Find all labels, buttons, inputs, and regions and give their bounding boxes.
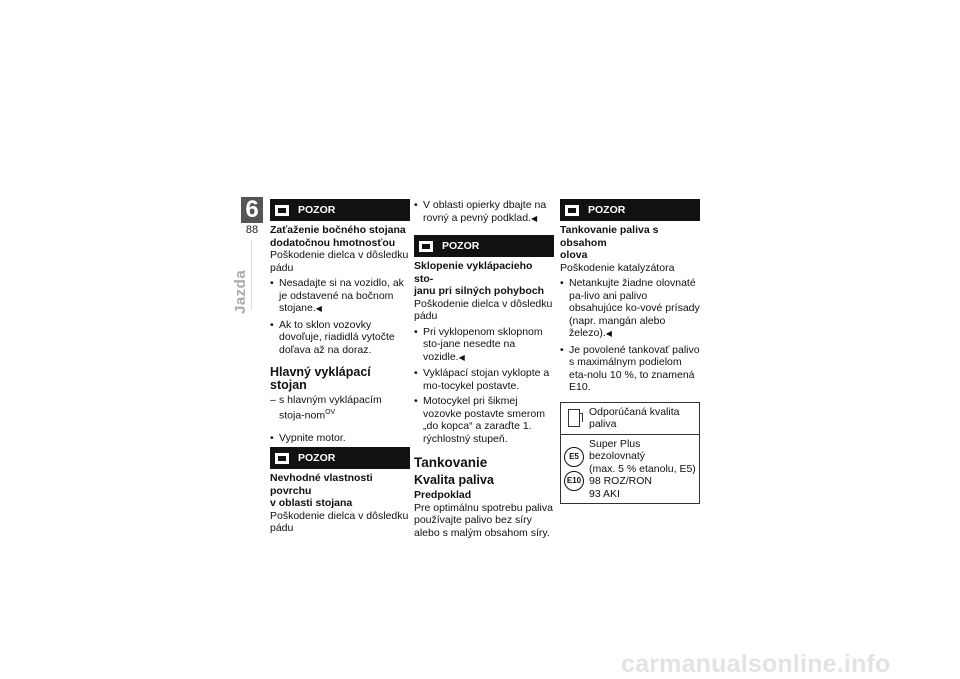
table-row bbox=[561, 403, 699, 435]
warning-body: Poškodenie dielca v dôsledku pádu bbox=[270, 249, 409, 274]
warning-hand-icon bbox=[275, 205, 289, 216]
warning-hand-icon bbox=[419, 241, 433, 252]
table-header: Odporúčaná kvalita paliva bbox=[589, 405, 680, 430]
warning-title: Tankovanie paliva s obsahom bbox=[560, 224, 659, 249]
list-item: – s hlavným vyklápacím stoja-nom$^{OV}$ bbox=[270, 394, 382, 421]
fuel-spec: 98 ROZ/RON bbox=[589, 475, 653, 487]
warning-title: olova bbox=[560, 249, 588, 261]
fuel-spec: (max. 5 % etanolu, E5) bbox=[589, 462, 696, 475]
section-heading: Tankovanie bbox=[414, 455, 488, 470]
list-item: • Nesadajte si na vozidlo, ak je odstavené na bočnom stojane.◀ bbox=[270, 277, 404, 314]
list-item: • Je povolené tankovať palivo s maximálnym podielom eta-nolu 10 %, to znamená E10. bbox=[560, 343, 700, 393]
section-heading: Hlavný vyklápací stojan bbox=[270, 365, 371, 392]
warning-hand-icon bbox=[275, 453, 289, 464]
warning-title: Nevhodné vlastnosti povrchu bbox=[270, 472, 373, 497]
warning-title: janu pri silných pohyboch bbox=[414, 285, 545, 297]
list-item: • Vypnite motor. bbox=[270, 431, 346, 444]
warning-label: POZOR bbox=[298, 203, 336, 216]
list-item: • Motocykel pri šikmej vozovke postavte smerom „do kopca“ a zaraďte 1. rýchlostný stupeň. bbox=[414, 395, 545, 445]
side-divider bbox=[251, 240, 252, 310]
list-item: • Netankujte žiadne olovnaté pa-livo ani palivo obsahujúce ko-vové prísady (napr. mangán alebo železo).◀ bbox=[560, 277, 700, 339]
subsection-heading: Kvalita paliva bbox=[414, 472, 494, 487]
chapter-title: Jazda bbox=[232, 269, 249, 314]
column-2 bbox=[414, 199, 554, 542]
warning-body: Poškodenie dielca v dôsledku pádu bbox=[414, 297, 553, 322]
page-number: 88 bbox=[245, 224, 259, 236]
minor-heading: Predpoklad bbox=[414, 489, 472, 501]
e5-badge-icon: E5 bbox=[564, 447, 584, 467]
chapter-number: 6 bbox=[241, 197, 263, 223]
warning-title: dodatočnou hmotnosťou bbox=[270, 236, 396, 249]
end-triangle-icon: ◀ bbox=[315, 304, 322, 313]
table-row bbox=[561, 435, 699, 504]
end-triangle-icon: ◀ bbox=[458, 352, 465, 362]
fuel-pump-icon bbox=[568, 409, 580, 427]
e10-badge-icon: E10 bbox=[564, 471, 584, 491]
list-item: • Pri vyklopenom sklopnom sto-jane nesedte na vozidle.◀ bbox=[414, 325, 543, 363]
warning-bar bbox=[270, 447, 410, 469]
warning-title: Zaťaženie bočného stojana bbox=[270, 224, 406, 236]
warning-label: POZOR bbox=[588, 203, 626, 216]
end-triangle-icon: ◀ bbox=[530, 213, 538, 223]
warning-title: v oblasti stojana bbox=[270, 497, 353, 509]
warning-hand-icon bbox=[565, 205, 579, 216]
end-triangle-icon: ◀ bbox=[605, 329, 612, 338]
list-item: • Vyklápací stojan vyklopte a mo-tocykel postavte. bbox=[414, 367, 550, 392]
warning-bar bbox=[270, 199, 410, 221]
warning-label: POZOR bbox=[298, 451, 336, 464]
warning-body: Poškodenie katalyzátora bbox=[560, 261, 675, 274]
list-item: • Ak to sklon vozovky dovoľuje, riadidlá vytočte doľava až na doraz. bbox=[270, 318, 395, 356]
column-3 bbox=[560, 199, 700, 504]
warning-title: Sklopenie vyklápacieho sto- bbox=[414, 260, 533, 285]
fuel-quality-table bbox=[560, 402, 700, 505]
watermark: carmanualsonline.info bbox=[621, 650, 891, 678]
warning-bar bbox=[414, 235, 554, 257]
warning-label: POZOR bbox=[442, 239, 480, 252]
warning-bar bbox=[560, 199, 700, 221]
column-1 bbox=[270, 199, 410, 538]
fuel-spec: Super Plus bezolovnatý bbox=[589, 437, 646, 462]
paragraph: Pre optimálnu spotrebu paliva používajte palivo bez síry alebo s malým obsahom síry. bbox=[414, 501, 553, 539]
list-item: • V oblasti opierky dbajte na rovný a pevný podklad.◀ bbox=[414, 199, 547, 224]
fuel-spec: 93 AKI bbox=[589, 487, 620, 500]
warning-body: Poškodenie dielca v dôsledku pádu bbox=[270, 509, 409, 534]
